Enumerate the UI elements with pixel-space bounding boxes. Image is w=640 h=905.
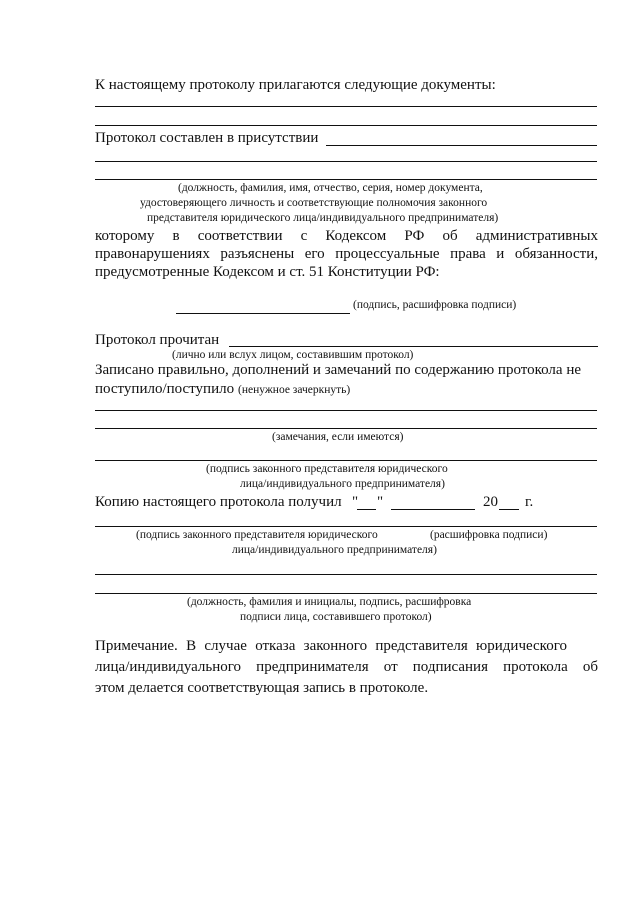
recorded-line-2a: поступило/поступило	[95, 381, 235, 397]
rep-sign-caption-2: лица/индивидуального предпринимателя)	[240, 478, 445, 490]
rights-line-3: предусмотренные Кодексом и ст. 51 Конституции РФ:	[95, 264, 440, 280]
read-label: Протокол прочитан	[95, 332, 220, 348]
copy-caption-2: лица/индивидуального предпринимателя)	[232, 544, 437, 556]
attached-docs-heading: К настоящему протоколу прилагаются следующие документы:	[95, 77, 496, 93]
presence-line-3	[95, 179, 597, 180]
presence-caption-1: (должность, фамилия, имя, отчество, серия, номер документа,	[178, 182, 483, 194]
copy-year-suffix: г.	[525, 494, 534, 510]
presence-caption-3: представителя юридического лица/индивидуального предпринимателя)	[147, 212, 499, 224]
attached-docs-line-1	[95, 106, 597, 107]
official-line-1	[95, 574, 597, 575]
rights-line-2: правонарушениях разъяснены его процессуальные права и обязанности,	[95, 246, 598, 262]
signature-field	[176, 313, 350, 314]
read-caption: (лично или вслух лицом, составившим протокол)	[172, 349, 414, 361]
presence-line-2	[95, 161, 597, 162]
attached-docs-line-2	[95, 125, 597, 126]
remarks-caption: (замечания, если имеются)	[272, 431, 404, 443]
note-line-2: лица/индивидуального предпринимателя от подписания протокола об	[95, 659, 598, 675]
official-line-2	[95, 593, 597, 594]
presence-caption-2: удостоверяющего личность и соответствующие полномочия законного	[140, 197, 488, 209]
recorded-line-1: Записано правильно, дополнений и замечаний по содержанию протокола не	[95, 362, 582, 378]
recorded-line-2b: (ненужное зачеркнуть)	[238, 384, 351, 396]
signature-caption: (подпись, расшифровка подписи)	[353, 299, 517, 311]
official-caption-1: (должность, фамилия и инициалы, подпись, расшифровка	[187, 596, 472, 608]
presence-label: Протокол составлен в присутствии	[95, 130, 319, 146]
copy-quote-open: "	[352, 494, 359, 510]
copy-quote-close: "	[377, 494, 384, 510]
copy-label: Копию настоящего протокола получил	[95, 494, 342, 510]
rights-line-1: которому в соответствии с Кодексом РФ об административных	[95, 228, 598, 244]
rep-sign-line	[95, 460, 597, 461]
copy-day-field	[357, 509, 376, 510]
remarks-line-1	[95, 410, 597, 411]
official-caption-2: подписи лица, составившего протокол)	[240, 611, 432, 623]
note-line-1: Примечание. В случае отказа законного представителя юридического	[95, 638, 567, 654]
read-field	[229, 346, 598, 347]
copy-month-field	[391, 509, 475, 510]
rep-sign-caption-1: (подпись законного представителя юридического	[206, 463, 448, 475]
copy-caption-1b: (расшифровка подписи)	[430, 529, 548, 541]
copy-sign-line	[95, 526, 597, 527]
copy-year-field	[499, 509, 519, 510]
copy-year-prefix: 20	[483, 494, 498, 510]
note-line-3: этом делается соответствующая запись в протоколе.	[95, 680, 429, 696]
presence-field	[326, 145, 597, 146]
copy-caption-1a: (подпись законного представителя юридического	[136, 529, 378, 541]
remarks-line-2	[95, 428, 597, 429]
